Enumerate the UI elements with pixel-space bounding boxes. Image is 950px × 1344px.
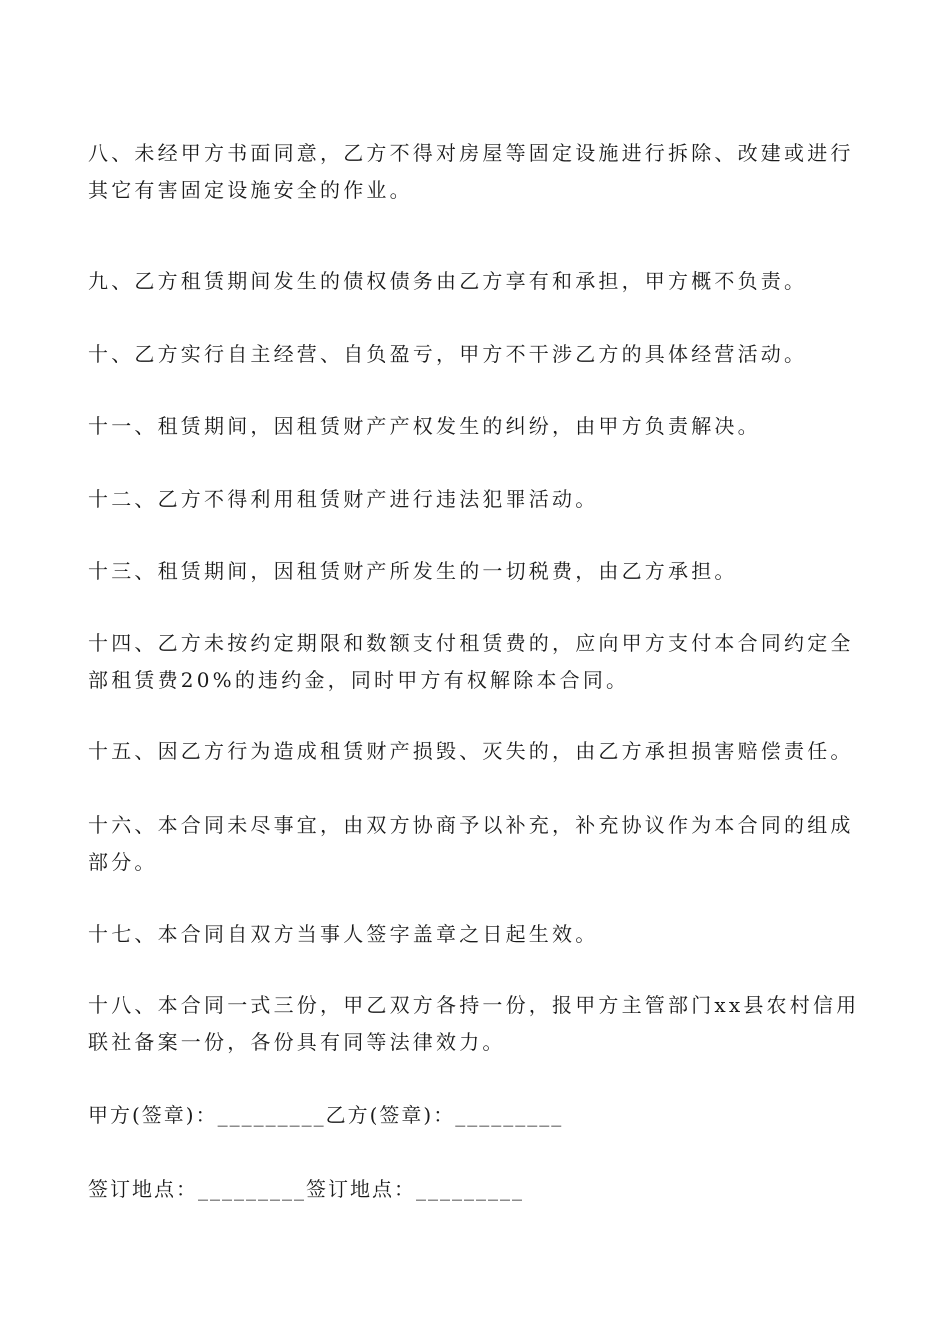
clause-12: 十二、乙方不得利用租赁财产进行违法犯罪活动。 <box>88 487 599 511</box>
clause-13: 十三、租赁期间，因租赁财产所发生的一切税费，由乙方承担。 <box>88 559 738 583</box>
signing-place-line: 签订地点：_________签订地点：_________ <box>88 1177 524 1201</box>
clause-10: 十、乙方实行自主经营、自负盈亏，甲方不干涉乙方的具体经营活动。 <box>88 342 808 366</box>
clause-11: 十一、租赁期间，因租赁财产产权发生的纠纷，由甲方负责解决。 <box>88 414 761 438</box>
clause-15: 十五、因乙方行为造成租赁财产损毁、灭失的，由乙方承担损害赔偿责任。 <box>88 739 854 763</box>
clause-17: 十七、本合同自双方当事人签字盖章之日起生效。 <box>88 922 599 946</box>
signature-line: 甲方(签章)：_________乙方(签章)：_________ <box>88 1103 564 1127</box>
clause-8: 八、未经甲方书面同意，乙方不得对房屋等固定设施进行拆除、改建或进行其它有害固定设施安全的作业。 <box>88 141 854 202</box>
clause-9: 九、乙方租赁期间发生的债权债务由乙方享有和承担，甲方概不负责。 <box>88 269 808 293</box>
clause-16: 十六、本合同未尽事宜，由双方协商予以补充，补充协议作为本合同的组成部分。 <box>88 813 854 874</box>
clause-18: 十八、本合同一式三份，甲乙双方各持一份，报甲方主管部门xx县农村信用联社备案一份，各份具有同等法律效力。 <box>88 993 860 1054</box>
clause-14: 十四、乙方未按约定期限和数额支付租赁费的，应向甲方支付本合同约定全部租赁费20%的违约金，同时甲方有权解除本合同。 <box>88 631 854 692</box>
